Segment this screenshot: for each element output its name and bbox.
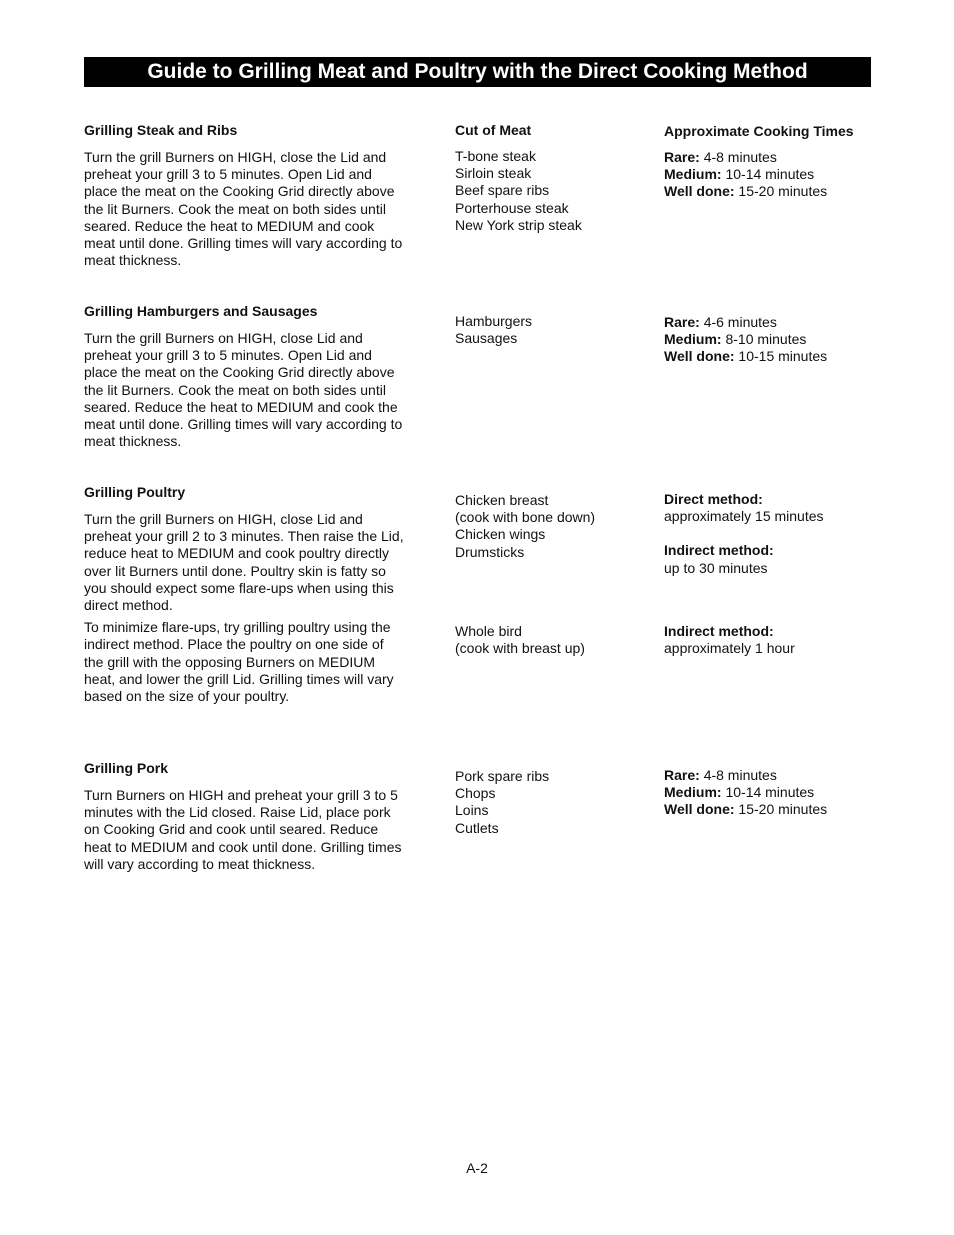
time-row: [664, 149, 894, 166]
time-label: Well done:: [664, 801, 735, 818]
burgers-section: [84, 303, 404, 450]
poultry-instructions: Turn the grill Burners on HIGH, close Lid and preheat your grill 2 to 3 minutes. Then raise the Lid, reduce heat to MEDIUM and cook poultry directly over lit Burners until done. Poultry skin is fatty so you should expect some flare-ups when using this direct method.: [84, 511, 404, 614]
cut-item: Chops: [455, 785, 496, 802]
cut-item: (cook with breast up): [455, 640, 585, 657]
time-value: 10-14 minutes: [725, 166, 815, 183]
indirect-method-value: up to 30 minutes: [664, 559, 768, 576]
time-label: Well done:: [664, 348, 735, 365]
cut-item: Chicken breast: [455, 492, 549, 508]
time-row: [664, 331, 894, 348]
poultry-cuts-a: [455, 492, 655, 561]
cut-item: Porterhouse steak: [455, 199, 569, 216]
cut-item: New York strip steak: [455, 216, 582, 233]
time-label: Rare:: [664, 767, 700, 783]
poultry-times-b: [664, 623, 894, 657]
cooking-times-header: Approximate Cooking Times: [664, 123, 854, 139]
cut-item: Beef spare ribs: [455, 182, 550, 199]
cut-item: Cutlets: [455, 819, 499, 836]
cut-of-meat-header: Cut of Meat: [455, 122, 532, 138]
time-value: 8-10 minutes: [725, 331, 807, 348]
poultry-indirect-instructions: To minimize flare-ups, try grilling poultry using the indirect method. Place the poultry on one side of the grill with the opposing Burners on MEDIUM heat, and lower the grill Lid. Grilling times will vary based on the size of your poultry.: [84, 619, 394, 705]
time-row: [664, 314, 894, 331]
pork-heading: Grilling Pork: [84, 760, 169, 776]
time-row: [664, 183, 894, 200]
steak-cuts: [455, 148, 655, 234]
time-row: [664, 767, 894, 784]
steak-instructions: Turn the grill Burners on HIGH, close the Lid and preheat your grill 3 to 5 minutes. Open Lid and place the meat on the Cooking Grid directly above the lit Burners. Cook the meat on both sides until seared. Reduce the heat to MEDIUM and cook meat until done. Grilling times will vary according to meat thickness.: [84, 149, 403, 269]
cut-item: T-bone steak: [455, 148, 536, 164]
time-label: Well done:: [664, 183, 735, 200]
cut-item: Whole bird: [455, 623, 522, 639]
direct-method-value: approximately 15 minutes: [664, 508, 824, 525]
cut-item: Chicken wings: [455, 526, 546, 543]
burgers-instructions: Turn the grill Burners on HIGH, close Lid and preheat your grill 3 to 5 minutes. Open Lid and place the meat on the Cooking Grid directly above the lit Burners. Cook the meat on both sides until seared. Reduce the heat to MEDIUM and cook the meat until done. Grilling times will vary according to meat thickness.: [84, 330, 403, 450]
time-value: 15-20 minutes: [738, 801, 828, 818]
time-row: [664, 348, 894, 365]
time-row: [664, 784, 894, 801]
time-row: [664, 166, 894, 183]
time-value: 10-14 minutes: [725, 784, 815, 801]
page-title-banner: Guide to Grilling Meat and Poultry with the Direct Cooking Method: [84, 57, 871, 87]
pork-times: [664, 767, 894, 819]
pork-instructions: Turn Burners on HIGH and preheat your grill 3 to 5 minutes with the Lid closed. Raise Lid, place pork on Cooking Grid and cook until seared. Reduce heat to MEDIUM and cook until done. Grilling times will vary according to meat thickness.: [84, 787, 402, 872]
burgers-cuts: [455, 313, 655, 347]
poultry-heading: Grilling Poultry: [84, 484, 186, 500]
time-label: Rare:: [664, 149, 700, 165]
time-label: Medium:: [664, 331, 722, 348]
indirect-method-label: Indirect method:: [664, 542, 774, 559]
cut-item: Drumsticks: [455, 543, 525, 560]
steak-heading: Grilling Steak and Ribs: [84, 122, 238, 138]
time-value: 15-20 minutes: [738, 183, 828, 200]
poultry-cuts-b: [455, 623, 655, 657]
steak-times: [664, 149, 894, 201]
time-label: Medium:: [664, 166, 722, 183]
steak-section: [84, 122, 404, 269]
cut-item: Sausages: [455, 330, 518, 347]
time-label: Rare:: [664, 314, 700, 330]
time-value: 4-6 minutes: [703, 314, 777, 330]
time-value: 4-8 minutes: [703, 149, 777, 165]
time-value: 4-8 minutes: [703, 767, 777, 783]
cut-item: (cook with bone down): [455, 509, 596, 526]
cut-item: Loins: [455, 802, 489, 819]
poultry-section: [84, 484, 404, 705]
burgers-times: [664, 314, 894, 366]
direct-method-label: Direct method:: [664, 491, 763, 507]
whole-bird-method-label: Indirect method:: [664, 623, 774, 639]
time-value: 10-15 minutes: [738, 348, 828, 365]
cut-item: Sirloin steak: [455, 165, 532, 182]
whole-bird-method-value: approximately 1 hour: [664, 640, 795, 657]
poultry-times-a: [664, 491, 894, 577]
time-label: Medium:: [664, 784, 722, 801]
burgers-heading: Grilling Hamburgers and Sausages: [84, 303, 318, 319]
pork-cuts: [455, 768, 655, 837]
page-number: A-2: [466, 1160, 488, 1176]
cut-item: Hamburgers: [455, 313, 533, 329]
pork-section: [84, 760, 404, 873]
cut-item: Pork spare ribs: [455, 768, 550, 784]
time-row: [664, 801, 894, 818]
